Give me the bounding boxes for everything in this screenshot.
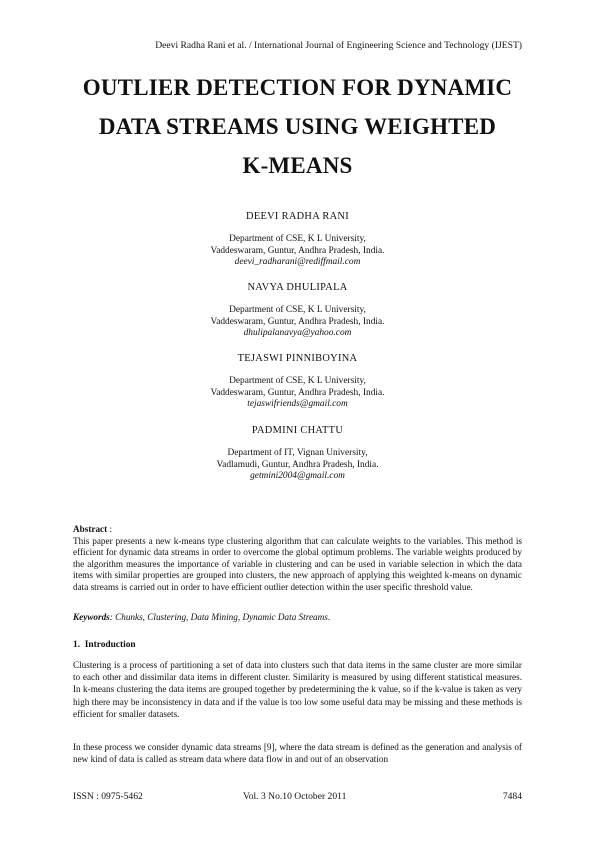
author-affiliation — [0, 448, 595, 483]
author-department: Department of IT, Vignan University, — [227, 448, 368, 458]
abstract-text: This paper presents a new k-means type clustering algorithm that can calculate weights to the variables. This method is efficient for dynamic data streams in order to overcome the global optimum problems. The variable weights produced by the algorithm measures the importance of variable in clustering and can be used in variable selection in which the data items with similar properties are grouped into clusters, the new approach of applying this weighted k-means on dynamic data streams is carried out in order to have efficient outlier detection within the user specific threshold value. — [73, 535, 522, 592]
author-address: Vaddeswaram, Guntur, Andhra Pradesh, India. — [210, 316, 385, 327]
author-name: DEEVI RADHA RANI — [246, 211, 349, 222]
author-name: PADMINI CHATTU — [251, 425, 344, 436]
section-number: 1. — [73, 640, 81, 650]
section-title: Introduction — [84, 640, 136, 650]
title-line-2: DATA STREAMS USING WEIGHTED — [98, 114, 497, 139]
author-affiliation — [0, 305, 595, 340]
author-email[interactable]: getmini2004@gmail.com — [250, 471, 345, 482]
author-department: Department of CSE, K L University, — [229, 234, 366, 244]
section-heading — [73, 640, 136, 650]
author-address: Vaddeswaram, Guntur, Andhra Pradesh, India. — [210, 245, 385, 256]
title-line-3: K-MEANS — [242, 153, 353, 178]
footer-issn: ISSN : 0975-5462 — [73, 791, 143, 802]
author-email[interactable]: tejaswifriends@gmail.com — [247, 399, 348, 410]
author-name: NAVYA DHULIPALA — [247, 282, 348, 293]
footer-page-number: 7484 — [502, 791, 522, 802]
keywords-text: : Chunks, Clustering, Data Mining, Dynamic Data Streams — [109, 612, 328, 622]
running-header: Deevi Radha Rani et al. / International Journal of Engineering Science and Technology (IJEST) — [155, 40, 522, 51]
author-email[interactable]: dhulipalanavya@yahoo.com — [243, 328, 352, 339]
body-paragraph-1: Clustering is a process of partitioning a set of data into clusters such that data items in the same cluster are more similar to each other and dissimilar data items in different cluster. Similarity is measured by using different statistical measures. In k-means clustering the data items are grouped together by predetermining the k value, so if the k-value is taken as very high there may be inconsistency in data and if the value is too low some useful data may be missing and these methods is efficient for smaller datasets. — [73, 660, 522, 719]
author-block-3 — [0, 353, 595, 411]
author-block-1 — [0, 211, 595, 269]
author-department: Department of CSE, K L University, — [229, 376, 366, 386]
author-address: Vadlamudi, Guntur, Andhra Pradesh, India. — [216, 459, 379, 470]
keywords-line — [73, 612, 522, 622]
title-line-1: OUTLIER DETECTION FOR DYNAMIC — [82, 75, 513, 100]
abstract-section — [73, 524, 522, 594]
abstract-colon: : — [107, 524, 113, 534]
abstract-heading — [73, 524, 522, 536]
author-email[interactable]: deevi_radharani@rediffmail.com — [234, 257, 361, 268]
footer-volume: Vol. 3 No.10 October 2011 — [243, 791, 347, 802]
paper-title — [30, 68, 565, 185]
author-affiliation — [0, 376, 595, 411]
keywords-label: Keywords — [73, 612, 110, 622]
body-paragraph-2: In these process we consider dynamic data streams [9], where the data stream is defined as the generation and analysis of new kind of data is called as stream data where data flow in and out of an observation — [73, 742, 522, 765]
author-address: Vaddeswaram, Guntur, Andhra Pradesh, India. — [210, 387, 385, 398]
author-block-4 — [0, 425, 595, 483]
author-block-2 — [0, 282, 595, 340]
author-affiliation — [0, 234, 595, 269]
author-name: TEJASWI PINNIBOYINA — [237, 353, 358, 364]
abstract-label: Abstract — [73, 524, 108, 534]
author-department: Department of CSE, K L University, — [229, 305, 366, 315]
keywords-end: . — [327, 612, 331, 622]
